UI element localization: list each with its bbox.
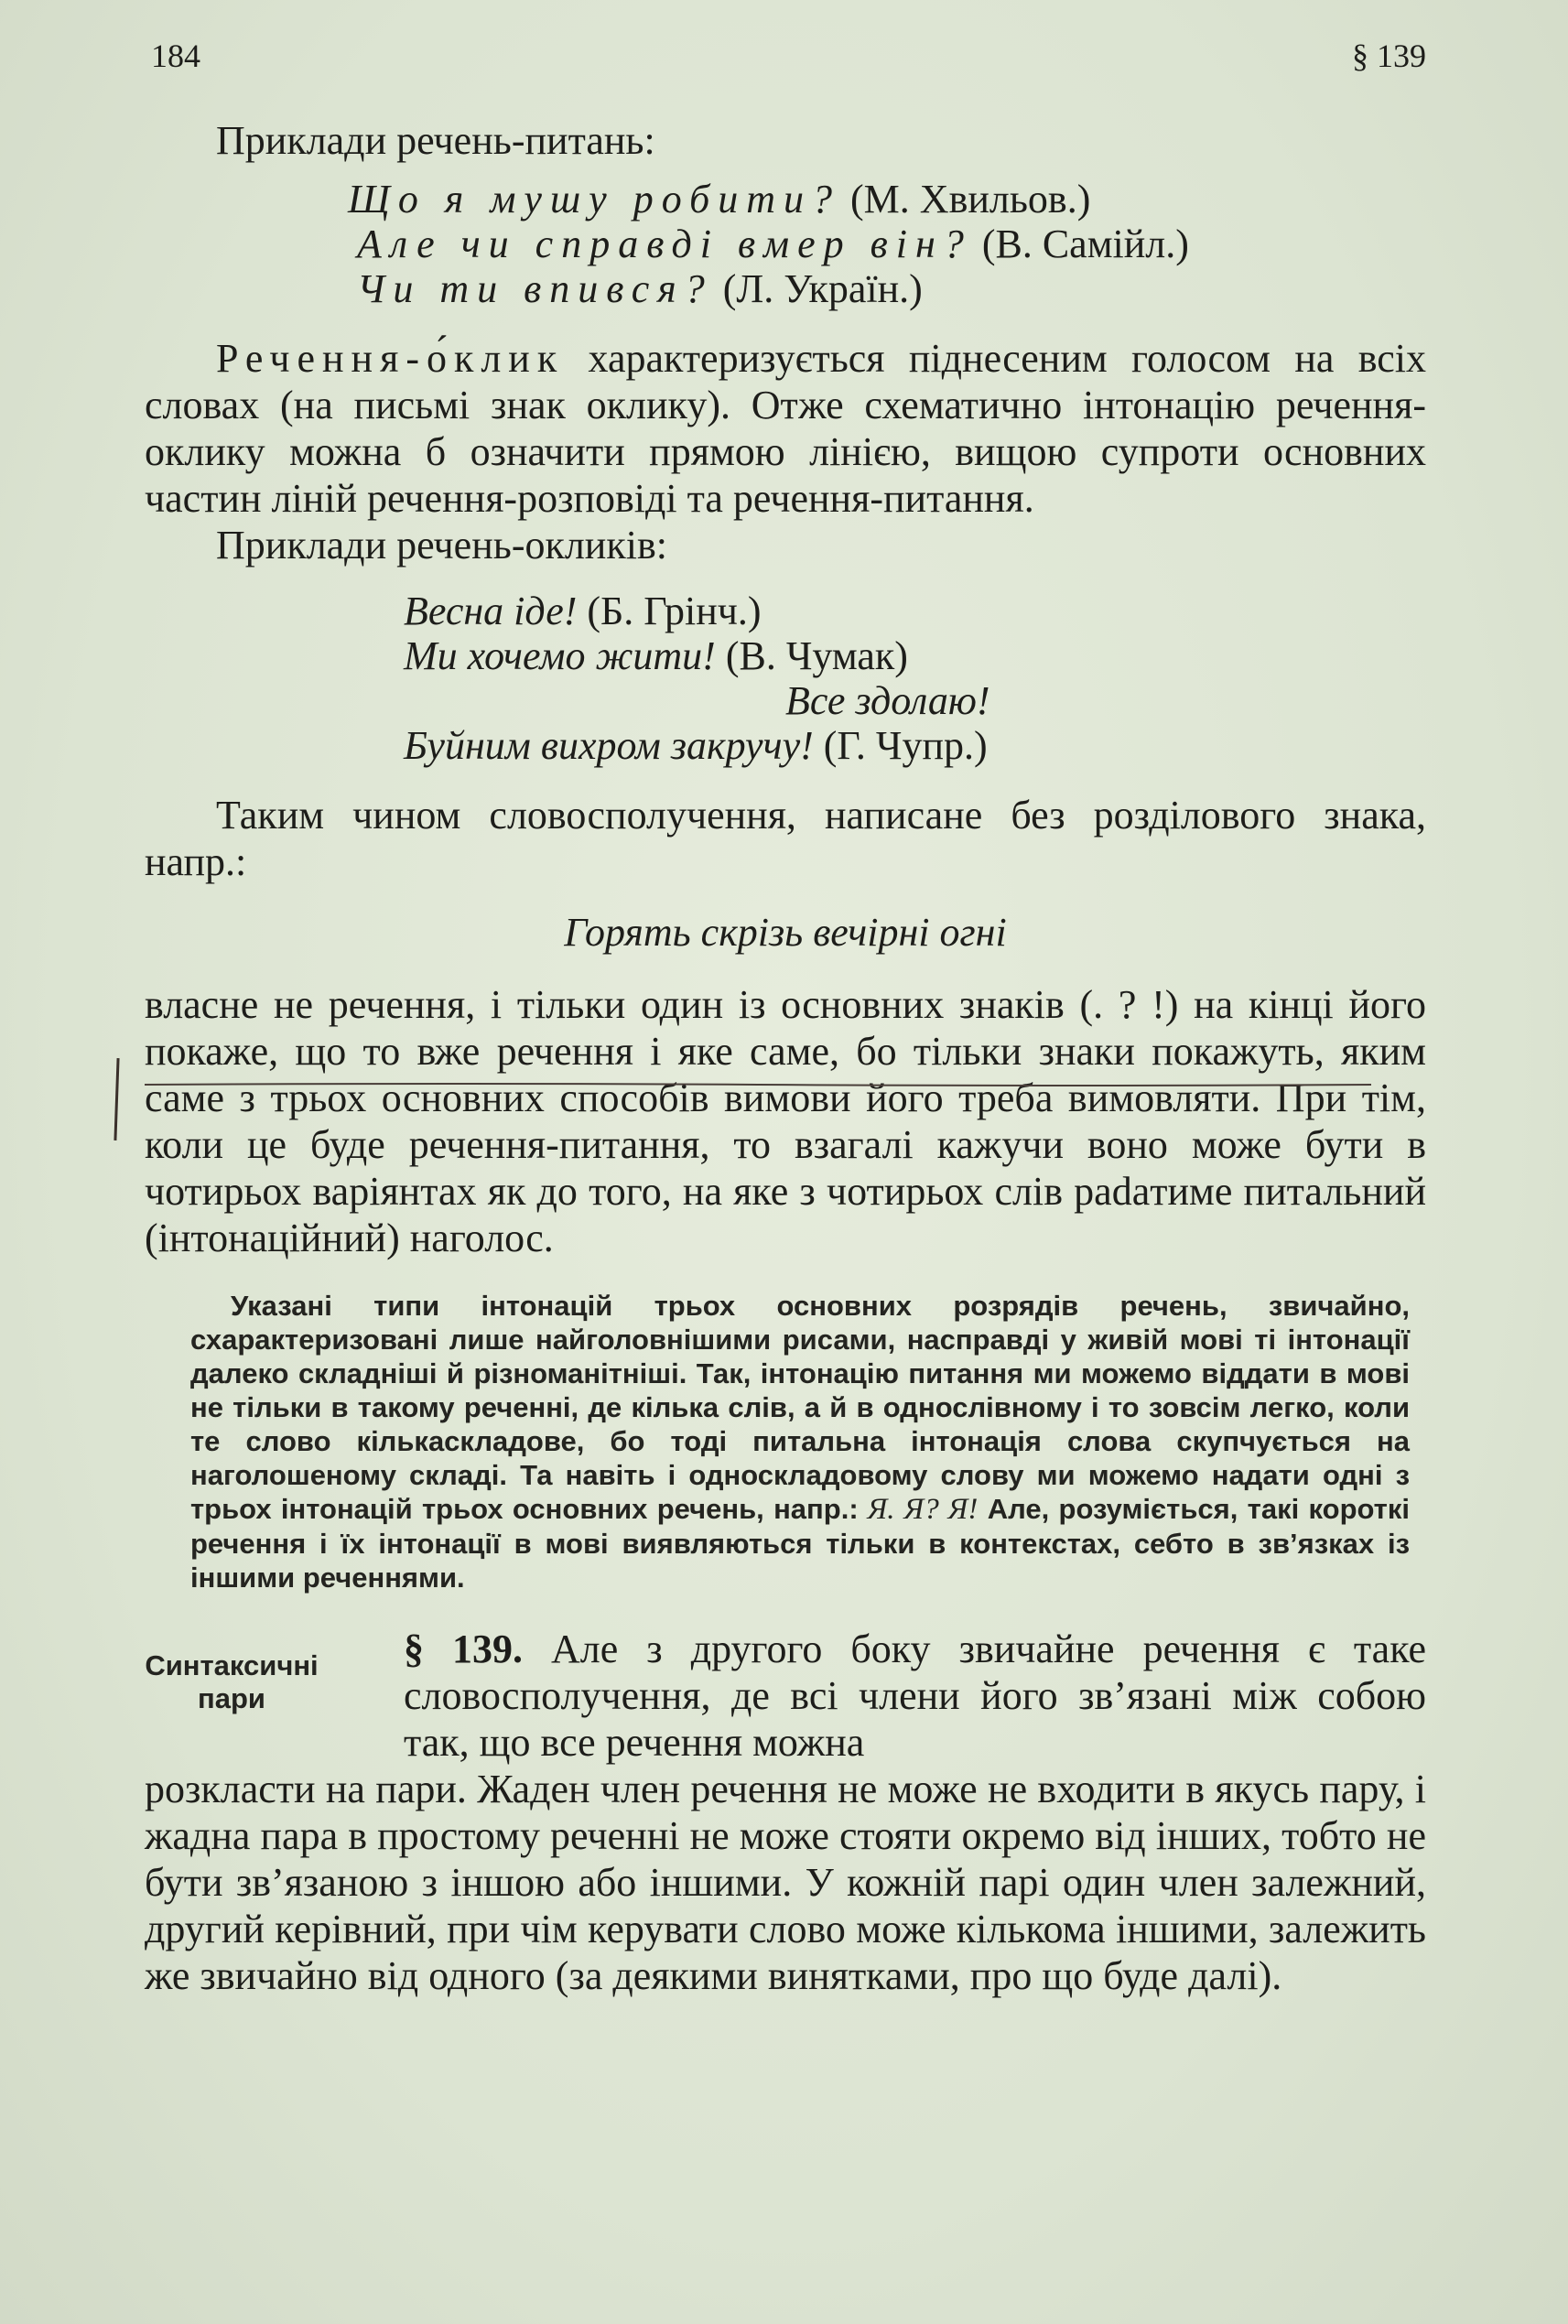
example-text: Все здолаю! [785,678,990,723]
page-header [151,37,1426,92]
example-text: Буйним вихром закручу! [404,723,814,768]
exclamation-example [145,723,1426,768]
example-source: (Л. Україн.) [712,266,923,311]
note-examples: Я. Я? Я! [858,1493,979,1526]
term-exclamation: Речення-о́клик [216,336,565,381]
example-source: (В. Чумак) [715,633,908,678]
paragraph-phrase-intro: Таким чином словосполучення, написане без розділового знака, напр.: [145,793,1426,884]
example-text: Але чи справді вмер він? [357,222,972,266]
example-phrase: Горять скрізь вечірні огні [564,910,1007,955]
example-text: Що я мушу робити? [348,177,841,222]
example-source: (Г. Чупр.) [813,723,988,768]
section-body: розкласти на пари. Жаден член речення не може не входити в якусь пару, і жадна пара в простому реченні не може стояти окремо від інших, тобто не бути зв’язаною з іншою або іншими. У кожній парі один член залежний, другий керівний, при чім керувати слово може кількома іншими, залежить же звичайно від одного (за деякими винятками, про що буде далі). [145,1767,1426,1998]
paragraph-exclamation-examples-intro: Приклади речень-окликів: [216,523,667,567]
section-139 [145,1626,1426,1999]
exclamation-example [145,678,1426,723]
side-heading-line: Синтаксичні [145,1649,319,1681]
paragraph-punctuation: власне не речення, і тільки один із основних знаків (. ? !) на кінці його покаже, що то вже речення і яке саме, бо тільки знаки покажуть, яким саме з трьох основних способів вимови його треба вимовляти. При тім, коли це буде речення-питання, то взагалі кажучи воно може бути в чотирьох варіянтах як до того, на яке з чотирьох слів padaтиме питальний (інтонаційний) наголос. [145,982,1426,1260]
example-source: (М. Хвильов.) [840,177,1091,222]
note-text-end: Але, розуміється, такі короткі речення і їх інтонації в мові виявляються тільки в контекстах, себто в зв’язках із іншими реченнями. [190,1493,1410,1594]
exclamation-example [145,589,1426,633]
example-text: Ми хочемо жити! [404,633,716,678]
footnote-remark [145,1289,1426,1594]
side-heading-line: пари [198,1682,265,1714]
example-text: Весна іде! [404,589,578,633]
paragraph-exclamation [145,335,1426,522]
paragraph-question-examples-intro: Приклади речень-питань: [216,118,655,163]
section-first-text: Але з другого боку звичайне речення є таке словосполучення, де всі члени його зв’язані між собою так, що все речення можна [404,1627,1427,1765]
question-example [145,266,1426,311]
section-number: § 139. [404,1627,524,1671]
exclamation-example [145,633,1426,678]
note-text: Указані типи інтонацій трьох основних розрядів речень, звичайно, схарактеризовані лише найголовнішими рисами, насправді у живій мові ті інтонації далеко складніші й різноманітніші. Так, інтонацію питання ми можемо віддати в мові не тільки в такому реченні, де кілька слів, а й в однослівному і то зовсім легко, коли те слово кількаскладове, бо тоді питальна інтонація слова скупчується на наголошеному складі. Та навіть і односкладовому слову ми можемо надати одні з трьох інтонацій трьох основних речень, напр.: [190,1290,1410,1525]
example-text: Чи ти впився? [357,266,713,311]
example-source: (В. Самійл.) [971,222,1189,266]
page-number: 184 [151,38,200,74]
example-source: (Б. Грінч.) [577,589,762,633]
page-body [145,117,1426,1999]
pencil-margin-mark [114,1058,119,1140]
paragraph-exclamation-text: характеризується піднесеним голосом на всіх словах (на письмі знак оклику). Отже схематично інтонацію речення-оклику можна б означити прямою лінією, вищою супроти основних частин ліній речення-розповіді та речення-питання. [145,336,1426,521]
side-heading [122,1649,341,1715]
question-example [145,177,1426,222]
exclamation-examples [145,589,1426,768]
running-section-ref: § 139 [1352,38,1426,74]
question-examples [145,177,1426,311]
question-example [145,222,1426,266]
pencil-underline [145,1083,1371,1086]
